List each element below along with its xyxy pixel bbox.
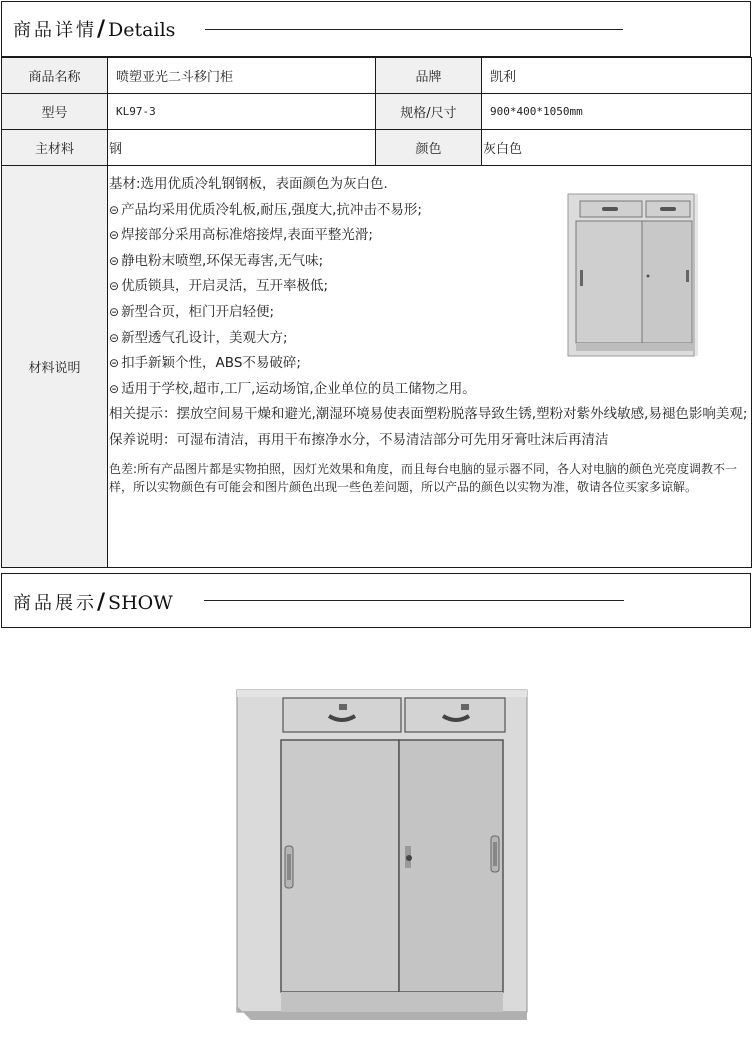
details-header-rule — [205, 29, 623, 30]
minus-circle-icon: ⊝ — [109, 279, 120, 294]
minus-circle-icon: ⊝ — [109, 304, 120, 319]
minus-circle-icon: ⊝ — [109, 381, 120, 396]
table-row — [2, 58, 752, 94]
feature-item: ⊝ 适用于学校,超市,工厂,运动场馆,企业单位的员工储物之用。 — [109, 380, 476, 397]
minus-circle-icon: ⊝ — [109, 330, 120, 345]
base-material-line: 基材:选用优质冷轧钢钢板，表面颜色为灰白色. — [109, 176, 388, 192]
feature-item: ⊝ 静电粉末喷塑,环保无毒害,无气味; — [109, 252, 324, 269]
value-color: 灰白色 — [482, 130, 752, 166]
minus-circle-icon: ⊝ — [109, 356, 120, 371]
value-size: 900*400*1050mm — [482, 94, 752, 130]
table-row — [2, 130, 752, 166]
value-model: KL97-3 — [108, 94, 376, 130]
minus-circle-icon: ⊝ — [109, 202, 120, 217]
show-title-en: SHOW — [108, 592, 173, 614]
feature-item: ⊝ 新型合页，柜门开启轻便; — [109, 303, 275, 320]
details-section-header — [1, 1, 751, 57]
show-title-cn: 商品展示 — [13, 593, 97, 614]
label-product-name: 商品名称 — [2, 58, 108, 94]
spec-table — [1, 57, 752, 568]
show-header-rule — [204, 600, 624, 601]
details-title-slash: / — [97, 17, 106, 42]
feature-item: ⊝ 优质锁具，开启灵活，互开率极低; — [109, 278, 329, 295]
care-text: 保养说明：可湿布清洁，再用干布擦净水分，不易清洁部分可先用牙膏吐沫后再清洁 — [109, 431, 609, 448]
show-title — [13, 589, 173, 615]
show-title-slash: / — [97, 590, 106, 615]
label-size: 规格/尺寸 — [376, 94, 482, 130]
table-row — [2, 94, 752, 130]
material-description — [108, 166, 751, 567]
label-color: 颜色 — [376, 130, 482, 166]
tip-text: 相关提示：摆放空间易干燥和避光,潮湿环境易使表面塑粉脱落导致生锈,塑粉对紫外线敏感,易褪色影响美观; — [109, 406, 748, 423]
material-description-cell — [108, 166, 752, 568]
label-model: 型号 — [2, 94, 108, 130]
table-row — [2, 166, 752, 568]
details-title-en: Details — [108, 19, 176, 41]
label-material-description: 材料说明 — [2, 166, 108, 568]
details-title-cn: 商品详情 — [13, 20, 97, 41]
details-title — [13, 16, 175, 42]
label-material: 主材料 — [2, 130, 108, 166]
show-section-header — [1, 573, 751, 628]
feature-item: ⊝ 新型透气孔设计，美观大方; — [109, 329, 288, 346]
minus-circle-icon: ⊝ — [109, 228, 120, 243]
feature-item: ⊝ 扣手新颖个性，ABS不易破碎; — [109, 355, 301, 372]
feature-item: ⊝ 产品均采用优质冷轧板,耐压,强度大,抗冲击不易形; — [109, 201, 422, 218]
cabinet-product-image — [229, 686, 529, 1026]
color-difference-note: 色差:所有产品图片都是实物拍照，因灯光效果和角度，而且每台电脑的显示器不同，各人对电脑的颜色光亮度调教不一样，所以实物颜色有可能会和图片颜色出现一些色差问题，所以产品的颜色以实物为准，敬请各位买家多谅解。 — [109, 461, 738, 494]
feature-item: ⊝ 焊接部分采用高标准熔接焊,表面平整光滑; — [109, 227, 373, 244]
value-brand: 凯利 — [482, 58, 752, 94]
cabinet-thumbnail-image — [558, 188, 698, 360]
value-material: 钢 — [108, 130, 376, 166]
value-product-name: 喷塑亚光二斗移门柜 — [108, 58, 376, 94]
label-brand: 品牌 — [376, 58, 482, 94]
minus-circle-icon: ⊝ — [109, 253, 120, 268]
